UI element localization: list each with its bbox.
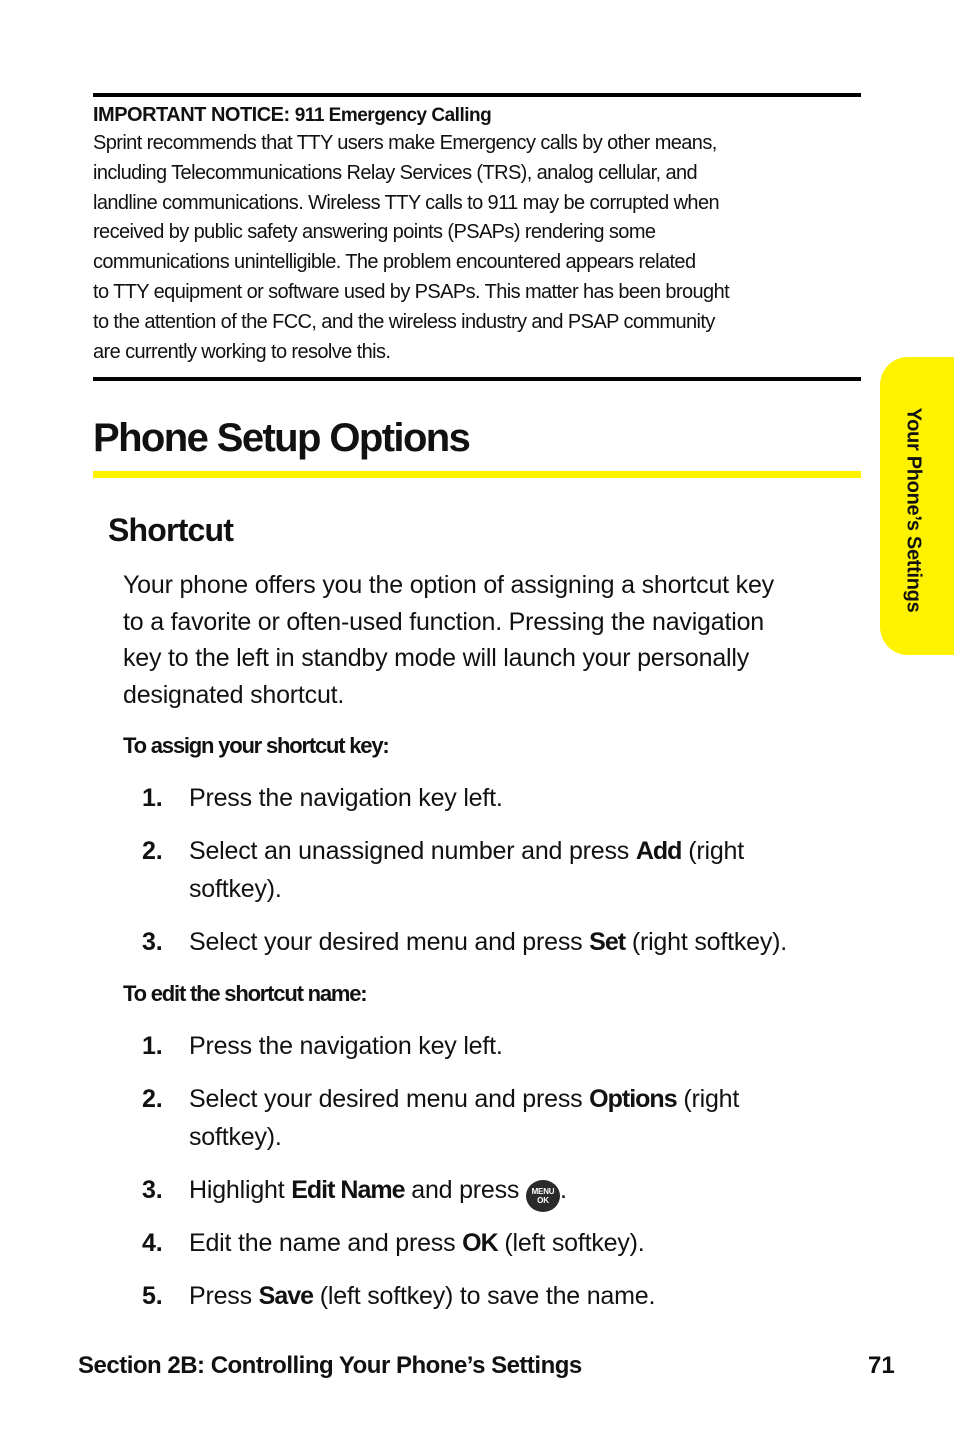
- step-text-post: (left softkey) to save the name.: [313, 1282, 656, 1310]
- notice-line: including Telecommunications Relay Services (TRS), analog cellular, and: [93, 161, 698, 184]
- softkey-set: Set: [589, 928, 626, 956]
- section-title: Shortcut: [108, 512, 234, 548]
- softkey-add: Add: [635, 837, 682, 865]
- step-number: 2.: [142, 837, 163, 865]
- step-text-pre: Highlight: [189, 1176, 292, 1204]
- notice-line: landline communications. Wireless TTY calls to 911 may be corrupted when: [93, 191, 719, 214]
- page-number: 71: [868, 1352, 895, 1379]
- edit-procedure-label: To edit the shortcut name:: [123, 981, 367, 1006]
- important-notice: [93, 93, 861, 381]
- step-number: 2.: [142, 1085, 163, 1113]
- step-text-pre: Edit the name and press: [189, 1229, 463, 1257]
- step-text: [189, 832, 839, 908]
- notice-top-rule: [93, 93, 861, 97]
- step-text-post: (right: [681, 837, 744, 865]
- softkey-save: Save: [258, 1282, 314, 1310]
- side-tab-label: Your Phone’s Settings: [902, 407, 925, 613]
- step-text-pre: Select an unassigned number and press: [189, 837, 636, 865]
- step-number: 4.: [142, 1229, 163, 1257]
- intro-line: key to the left in standby mode will launch your personally: [123, 644, 750, 672]
- intro-line: designated shortcut.: [123, 680, 345, 709]
- step-text-post: .: [559, 1176, 567, 1204]
- step-text: Press the navigation key left.: [189, 1032, 503, 1060]
- assign-procedure-label: To assign your shortcut key:: [123, 733, 389, 758]
- softkey-ok: OK: [462, 1229, 498, 1257]
- menu-edit-name: Edit Name: [291, 1176, 405, 1204]
- step-text: [189, 923, 839, 961]
- notice-line: to the attention of the FCC, and the wireless industry and PSAP community: [93, 310, 715, 333]
- notice-title-label: IMPORTANT NOTICE:: [93, 104, 290, 126]
- step-text: [189, 1171, 839, 1212]
- step-number: 3.: [142, 928, 163, 956]
- menu-ok-key-icon: [526, 1180, 560, 1212]
- page-title: Phone Setup Options: [93, 416, 470, 460]
- step-text: Press the navigation key left.: [189, 784, 503, 812]
- step-text-line2: softkey).: [189, 1123, 282, 1151]
- notice-line: received by public safety answering points (PSAPs) rendering some: [93, 221, 656, 244]
- step-text-pre: Select your desired menu and press: [189, 928, 590, 956]
- step-text-pre: Press: [189, 1282, 259, 1310]
- softkey-options: Options: [589, 1085, 677, 1113]
- step-text-post: (left softkey).: [497, 1229, 645, 1257]
- step-number: 5.: [142, 1282, 163, 1310]
- notice-line: Sprint recommends that TTY users make Emergency calls by other means,: [93, 132, 717, 154]
- step-text-post: (right softkey).: [625, 928, 787, 956]
- step-number: 3.: [142, 1176, 163, 1204]
- step-text-line2: softkey).: [189, 875, 282, 903]
- title-underline: [93, 471, 861, 478]
- notice-subtitle: 911 Emergency Calling: [294, 105, 492, 126]
- footer-section-title: Section 2B: Controlling Your Phone’s Settings: [78, 1352, 582, 1379]
- step-text-mid: and press: [404, 1176, 526, 1204]
- step-number: 1.: [142, 784, 163, 812]
- step-number: 1.: [142, 1032, 163, 1060]
- intro-line: to a favorite or often-used function. Pressing the navigation: [123, 607, 764, 636]
- step-text: [189, 1080, 839, 1156]
- intro-line: Your phone offers you the option of assigning a shortcut key: [123, 571, 774, 599]
- notice-line: are currently working to resolve this.: [93, 340, 391, 363]
- notice-title: [93, 102, 861, 129]
- step-text-pre: Select your desired menu and press: [189, 1085, 590, 1113]
- notice-bottom-rule: [93, 377, 861, 381]
- step-text: [189, 1277, 839, 1315]
- menu-key-line2: OK: [537, 1196, 549, 1205]
- step-text-post: (right: [676, 1085, 740, 1113]
- step-text: [189, 1224, 839, 1262]
- section-intro: [123, 567, 853, 713]
- notice-body: [93, 129, 861, 367]
- notice-line: to TTY equipment or software used by PSAPs. This matter has been brought: [93, 280, 730, 303]
- notice-line: communications unintelligible. The problem encountered appears related: [93, 251, 696, 274]
- menu-key-line1: MENU: [531, 1187, 555, 1196]
